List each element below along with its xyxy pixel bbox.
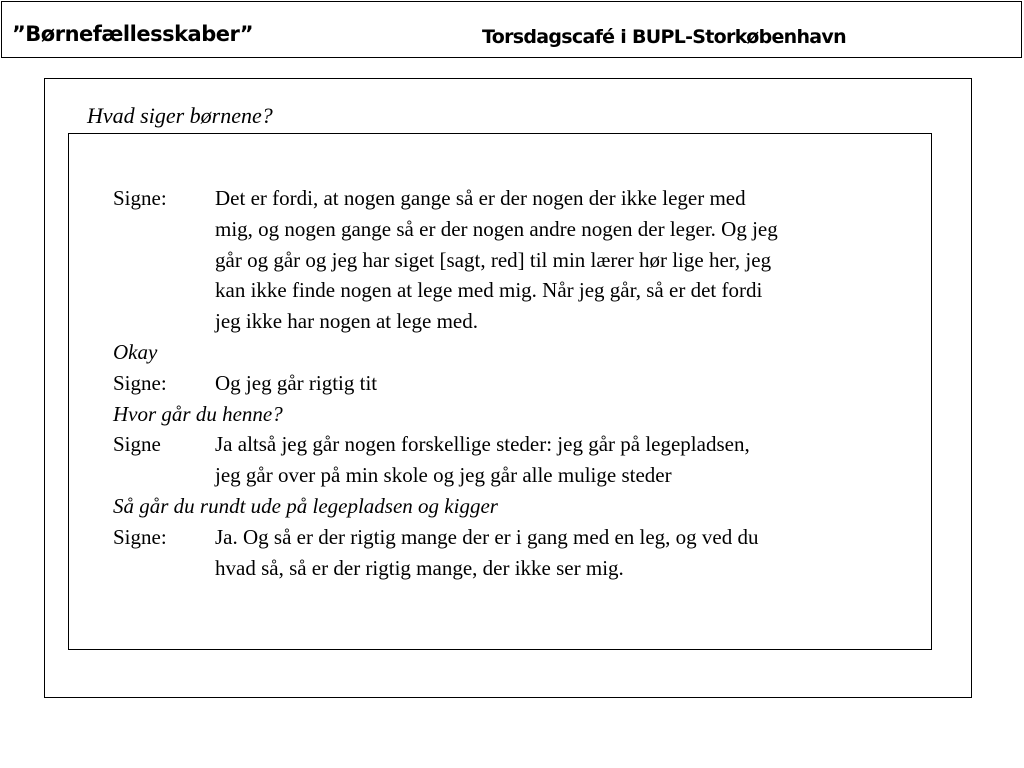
speaker-label: Signe: (113, 186, 167, 210)
transcript-turn (113, 183, 913, 337)
event-title: Torsdagscafé i BUPL-Storkøbenhavn (482, 26, 846, 48)
utterance-line: mig, og nogen gange så er der nogen andre nogen der leger. Og jeg (215, 216, 778, 241)
speaker-label: Signe (113, 432, 161, 457)
utterance-line: jeg går over på min skole og jeg går alle mulige steder (215, 463, 672, 488)
transcript-turn (113, 368, 913, 399)
speaker-label: Signe: (113, 370, 167, 395)
transcript-turn (113, 522, 913, 584)
interviewer-question: Okay (113, 339, 158, 364)
speaker-label: Signe: (113, 524, 167, 549)
interviewer-question: Hvor går du henne? (113, 401, 283, 426)
utterance (215, 183, 913, 337)
slide-title: ”Børnefællesskaber” (12, 22, 254, 46)
utterance-line: hvad så, så er der rigtig mange, der ikke ser mig. (215, 555, 624, 580)
utterance-line: jeg ikke har nogen at lege med. (215, 309, 478, 334)
header-bar (1, 1, 1022, 58)
utterance-line: kan ikke finde nogen at lege med mig. Når jeg går, så er det fordi (215, 278, 763, 303)
transcript-turn (113, 429, 913, 491)
utterance (215, 368, 913, 399)
utterance-line: Det er fordi, at nogen gange så er der nogen der ikke leger med (215, 186, 746, 210)
section-heading: Hvad siger børnene? (87, 103, 273, 128)
utterance-line: Ja. Og så er der rigtig mange der er i gang med en leg, og ved du (215, 524, 759, 549)
transcript (113, 183, 913, 583)
utterance (215, 429, 913, 491)
utterance-line: Ja altså jeg går nogen forskellige steder: jeg går på legepladsen, (215, 432, 750, 457)
utterance-line: går og går og jeg har siget [sagt, red] til min lærer hør lige her, jeg (215, 247, 772, 272)
utterance-line: Og jeg går rigtig tit (215, 370, 378, 395)
interviewer-question: Så går du rundt ude på legepladsen og kigger (113, 493, 498, 518)
utterance (215, 522, 913, 584)
